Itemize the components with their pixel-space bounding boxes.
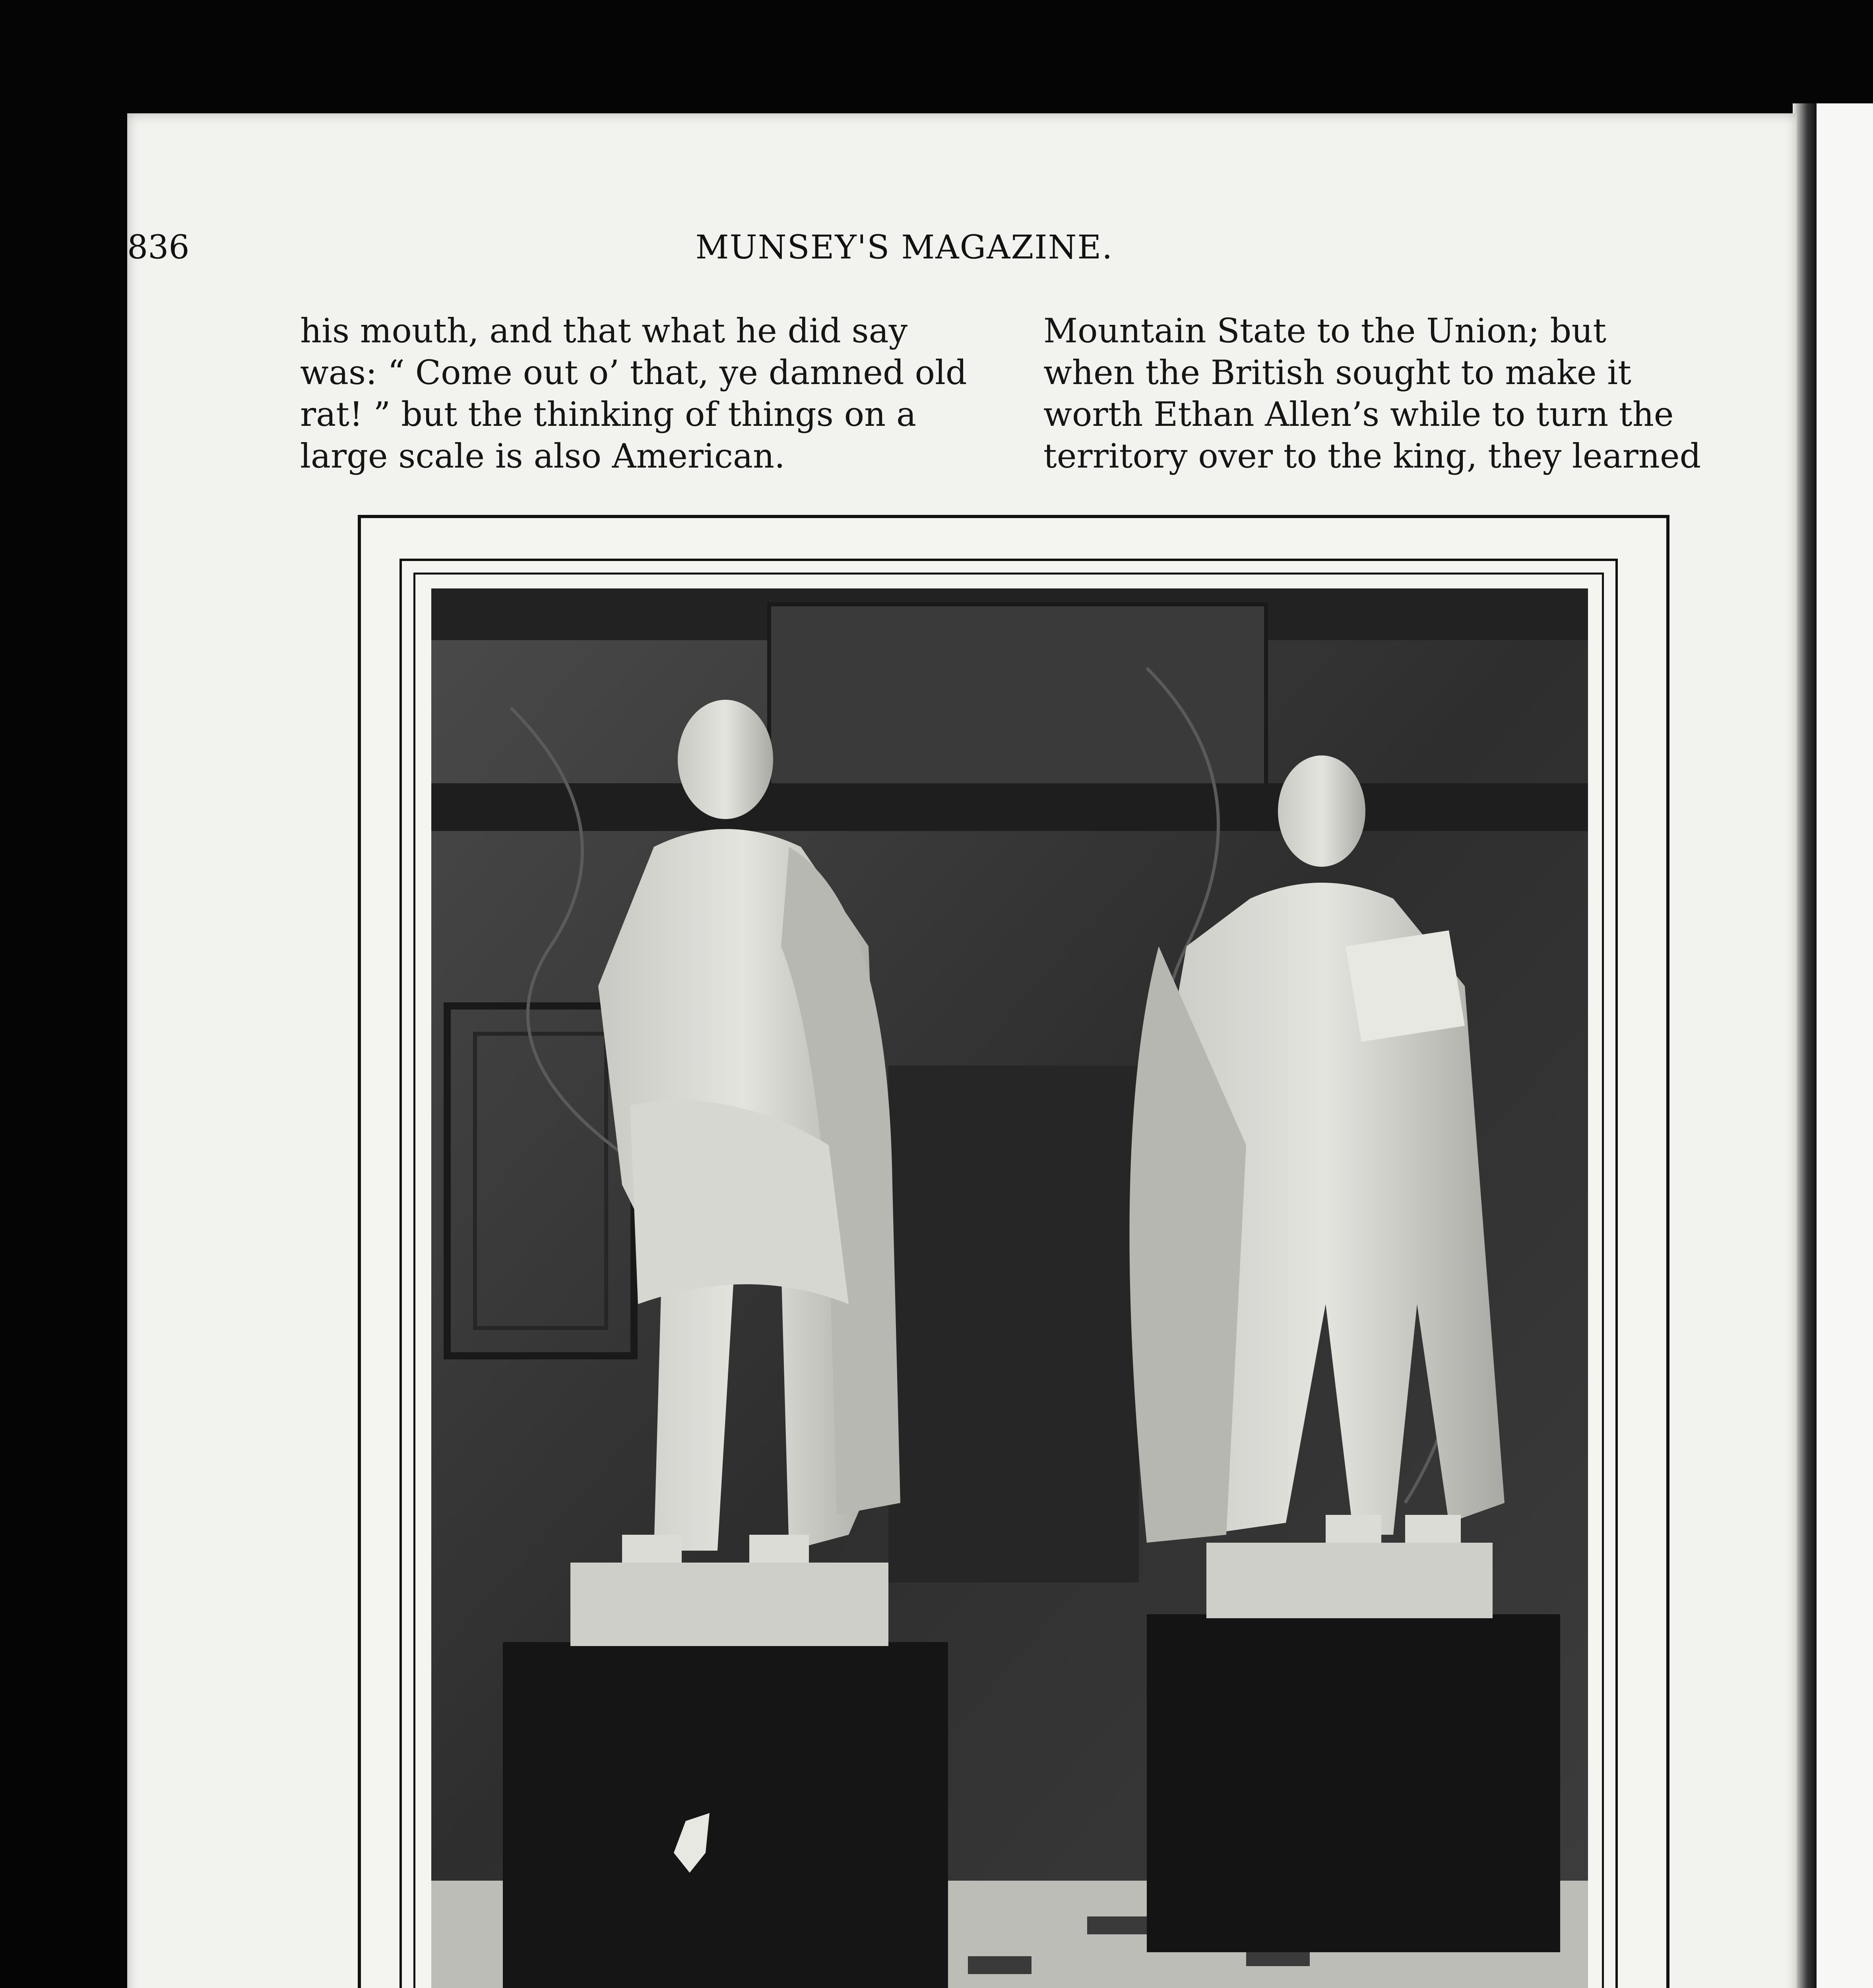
text-line: his mouth, and that what he did say	[300, 311, 908, 350]
wall-niche	[888, 1066, 1139, 1582]
right-pedestal	[1147, 1614, 1560, 1952]
adjacent-page-edge	[1817, 103, 1873, 1988]
statues-photo	[431, 588, 1588, 1988]
text-line: Mountain State to the Union; but	[1043, 311, 1607, 350]
left-pedestal	[503, 1642, 948, 1988]
wall-molding	[431, 783, 1588, 831]
running-title: MUNSEY'S MAGAZINE.	[695, 229, 1113, 266]
left-statue-base	[570, 1563, 888, 1646]
text-line: large scale is also American.	[300, 437, 785, 476]
text-column-top-right	[1043, 310, 1743, 477]
text-line: rat! ” but the thinking of things on a	[300, 395, 917, 434]
text-line: when the British sought to make it	[1043, 353, 1631, 392]
wall-panel	[769, 604, 1266, 811]
text-line: territory over to the king, they learned	[1043, 437, 1701, 476]
text-line: worth Ethan Allen’s while to turn the	[1043, 395, 1674, 434]
text-column-top-left	[300, 310, 1000, 477]
statues-illustration	[431, 588, 1588, 1988]
right-statue-base	[1206, 1543, 1493, 1618]
page-number: 836	[127, 229, 190, 266]
text-line: was: “ Come out o’ that, ye damned old	[300, 353, 967, 392]
